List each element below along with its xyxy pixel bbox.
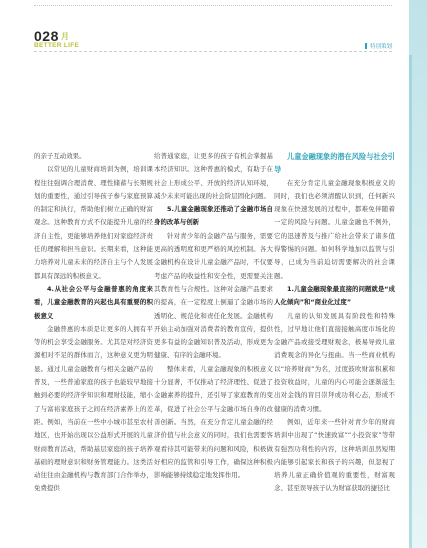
paragraph: 针对青少年的金融产品与服务，需要更高的透明度和更严格的风控机制。各大金融机构在设计儿童金融产品时，不仅要考虑产品的收益性和安全性，更需要关注其教育性与合规性。这种对金融产品要求的提高，在一定程度上倒逼了金融市场的透明化、规范化和责任化发展。金融机构开始主动加强对消费者的教育宣传，提供更多有益的金融知识普及活动，形成更为健康、有序的金融环境。 [154,231,273,360]
page-number: 028 [34,28,59,44]
paragraph: 在充分肯定儿童金融现象积极意义的同时，我们也必须清醒认识到，任何新兴现象在快速发展的过程中，都难免伴随着一定的风险与问题。儿童金融也不例外，它的迅速普及与推广给社会带来了诸多值得警惕的问题。如何科学地加以监管与引导，已成为当前迫切需要解决的社会课题。 [274,178,395,280]
header-divider [34,51,392,52]
paragraph: 以常见的儿童财商培训为例，培训课程往往强调合理消费、理性储蓄与长期规划的重要性，通过引导孩子参与家庭预算的制定和执行，帮助他们树立正确的财富观念。这种教育方式不仅能提升儿童的经济自主性，更能够培养他们对家庭经济责任的理解和担当意识。长期来看，这种能力培养对儿童未来的经济自主与个人发展都具有深远的积极意义。 [34,165,153,280]
subheading: 5.儿童金融现象还推动了金融市场自身的改革与创新 [154,205,273,227]
paragraph: 儿童的认知发展具有阶段性和特殊性，过早地让他们直接接触高度市场化的金融产品或接受理财观念，极易导致儿童消费观念的异化与扭曲。当一些商业机构以“培养财商”为名，过度鼓吹财富积累和投资收益时，儿童的内心可能会逐渐滋生出对金钱的盲目崇拜或功利心态，形成不健康的消费习惯。 [274,311,395,413]
section-heading: 儿童金融现象的潜在风险与社会引导 [274,152,395,175]
decorative-side-stripe [409,0,427,548]
section-label [365,42,392,50]
magazine-name: BETTER LIFE [34,42,80,49]
subheading: 1.儿童金融现象最直接的问题就是“成人化倾向”和“商业化过度” [274,284,395,307]
section-name: 特别策划 [369,44,392,50]
section-bar-icon [365,43,367,49]
paragraph: 金融普惠的本质是让更多的人拥有平等的机会享受金融服务。尤其是对经济资源相对不足的群体而言，这种意义更为明显。通过儿童金融教育与相关金融产品的普及，一些普通家庭的孩子也能较早地接触到必要的经济学知识和理财技能，缩小了与富裕家庭孩子之间在经济素养上的差距。例如，当前在一些中小城市甚至农村地区，也开始出现以公益形式开展的儿童财商教育活动，帮助基层家庭的孩子培养基础的理财意识和财务管理能力。这类活动往往由金融机构与教育部门合作举办，免费提供 [34,324,153,493]
text-column-2 [154,150,273,482]
paragraph: 给普通家庭，让更多的孩子有机会掌握基本经济知识。这种普惠的模式，有助于在社会上形成公平、开放的经济认知环境，减少未来可能出现的社会阶层固化问题。 [154,152,273,200]
top-divider [34,5,392,6]
text-column-3 [274,150,395,496]
paragraph: 的亲子互动效果。 [34,152,86,160]
paragraph: 例如，近年来一些针对青少年的财商培训中出现了“快速致富”“小投资家”等带有强烈功利性的内容，这种培训虽然短期内能够引起家长和孩子的兴趣，但忽视了培养儿童正确价值观的重要性，财富观念、甚至误导孩子认为财富获取的捷径比 [274,417,395,493]
month-mark: 月 [61,32,69,41]
stripe-accent [409,55,412,548]
text-column-1 [34,150,153,496]
paragraph: 整体来看，儿童金融现象的积极意义十分显著，不仅推动了经济理性、促进了金融素养的提升，还引导了家庭教育的变革，促进了社会公平与金融市场自身的改善创新。当然，在充分肯定儿童金融的经济价值与社会意义的同时，我们也需要客观看待其可能带来的问题和风险，积极做好相应的监管和引导工作，确保这种积极影响能够持续稳定地发挥作用。 [154,364,273,480]
subheading: 4.从社会公平与金融普惠的角度来看，儿童金融教育的兴起也具有重要的积极意义 [34,284,153,320]
